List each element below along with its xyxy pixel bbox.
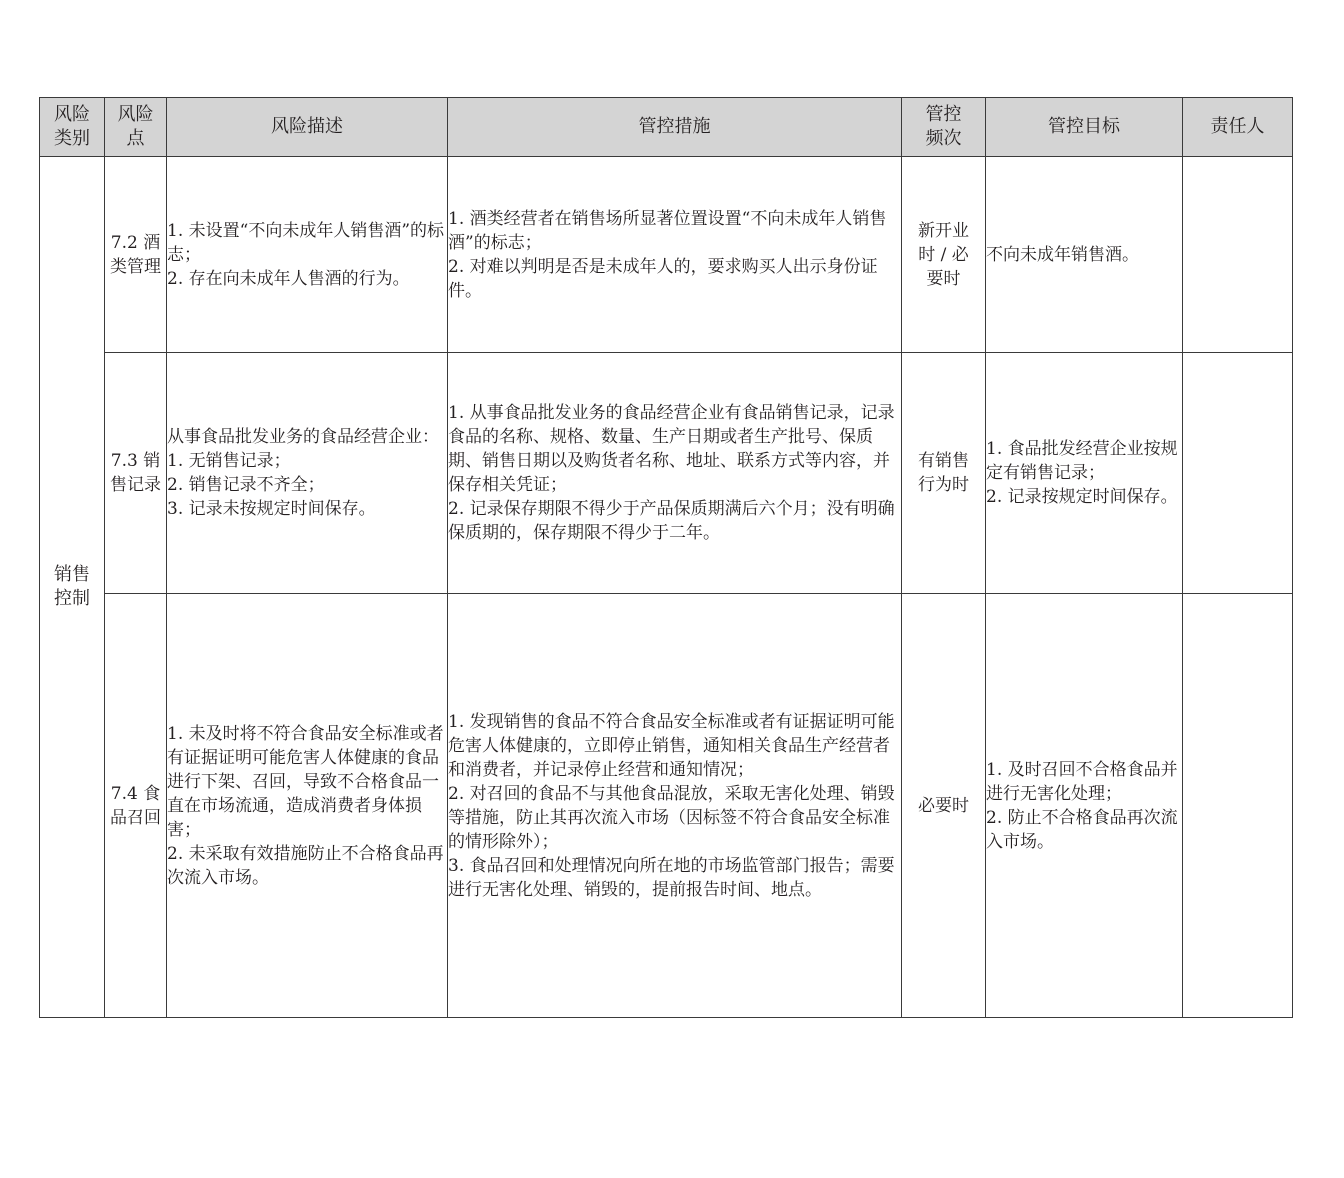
table-row [40,594,1293,1018]
description-line: 从事食品批发业务的食品经营企业： [167,427,439,447]
control-target-cell [986,594,1183,1018]
control-frequency-cell: 新开业时 / 必要时 [902,157,986,353]
description-line: 2. 销售记录不齐全； [167,475,325,495]
control-target-cell [986,157,1183,353]
risk-control-table [39,97,1293,1018]
header-responsible-person: 责任人 [1183,98,1293,157]
control-frequency-cell: 有销售行为时 [902,353,986,594]
header-risk-description: 风险描述 [167,98,448,157]
measure-line: 3. 食品召回和处理情况向所在地的市场监管部门报告；需要进行无害化处理、销毁的，提前报告时间、地点。 [448,855,895,900]
risk-description-cell [167,157,448,353]
risk-category-cell [40,157,105,1018]
header-risk-category: 风险类别 [40,98,105,157]
header-control-frequency: 管控频次 [902,98,986,157]
description-line: 1. 未设置“不向未成年人销售酒”的标志； [167,220,445,265]
target-line: 1. 食品批发经营企业按规定有销售记录； [986,439,1178,483]
risk-point-cell: 7.4 食品召回 [105,594,167,1018]
target-line: 不向未成年销售酒。 [986,244,1139,265]
responsible-person-cell [1183,353,1293,594]
measure-line: 2. 对难以判明是否是未成年人的，要求购买人出示身份证件。 [448,256,878,301]
measure-line: 2. 对召回的食品不与其他食品混放，采取无害化处理、销毁等措施，防止其再次流入市场（因标签不符合食品安全标准的情形除外）； [448,783,895,852]
control-target-cell [986,353,1183,594]
control-measures-cell [448,353,902,594]
measure-line: 2. 记录保存期限不得少于产品保质期满后六个月；没有明确保质期的，保存期限不得少于二年。 [448,499,895,543]
control-measures-cell [448,157,902,353]
measure-line: 1. 从事食品批发业务的食品经营企业有食品销售记录，记录食品的名称、规格、数量、生产日期或者生产批号、保质期、销售日期以及购货者名称、地址、联系方式等内容，并保存相关凭证； [448,403,895,495]
risk-description-cell [167,594,448,1018]
risk-point-cell: 7.2 酒类管理 [105,157,167,353]
header-control-target: 管控目标 [986,98,1183,157]
responsible-person-cell [1183,157,1293,353]
measure-line: 1. 发现销售的食品不符合食品安全标准或者有证据证明可能危害人体健康的，立即停止销售，通知相关食品生产经营者和消费者，并记录停止经营和通知情况； [448,711,895,780]
header-control-measures: 管控措施 [448,98,902,157]
description-line: 1. 未及时将不符合食品安全标准或者有证据证明可能危害人体健康的食品进行下架、召回，导致不合格食品一直在市场流通，造成消费者身体损害； [167,723,444,840]
risk-point-cell: 7.3 销售记录 [105,353,167,594]
target-line: 2. 记录按规定时间保存。 [986,487,1178,507]
responsible-person-cell [1183,594,1293,1018]
target-line: 2. 防止不合格食品再次流入市场。 [986,807,1178,852]
description-line: 2. 未采取有效措施防止不合格食品再次流入市场。 [167,843,444,888]
risk-description-cell [167,353,448,594]
target-line: 1. 及时召回不合格食品并进行无害化处理； [986,759,1178,804]
header-row [40,98,1293,157]
measure-line: 1. 酒类经营者在销售场所显著位置设置“不向未成年人销售酒”的标志； [448,208,887,253]
description-line: 1. 无销售记录； [167,451,291,471]
description-line: 3. 记录未按规定时间保存。 [167,499,376,519]
description-line: 2. 存在向未成年人售酒的行为。 [167,268,410,289]
control-frequency-cell: 必要时 [902,594,986,1018]
risk-category-label: 销售控制 [54,564,90,609]
header-risk-point: 风险点 [105,98,167,157]
control-measures-cell [448,594,902,1018]
table-row [40,353,1293,594]
table-row [40,157,1293,353]
